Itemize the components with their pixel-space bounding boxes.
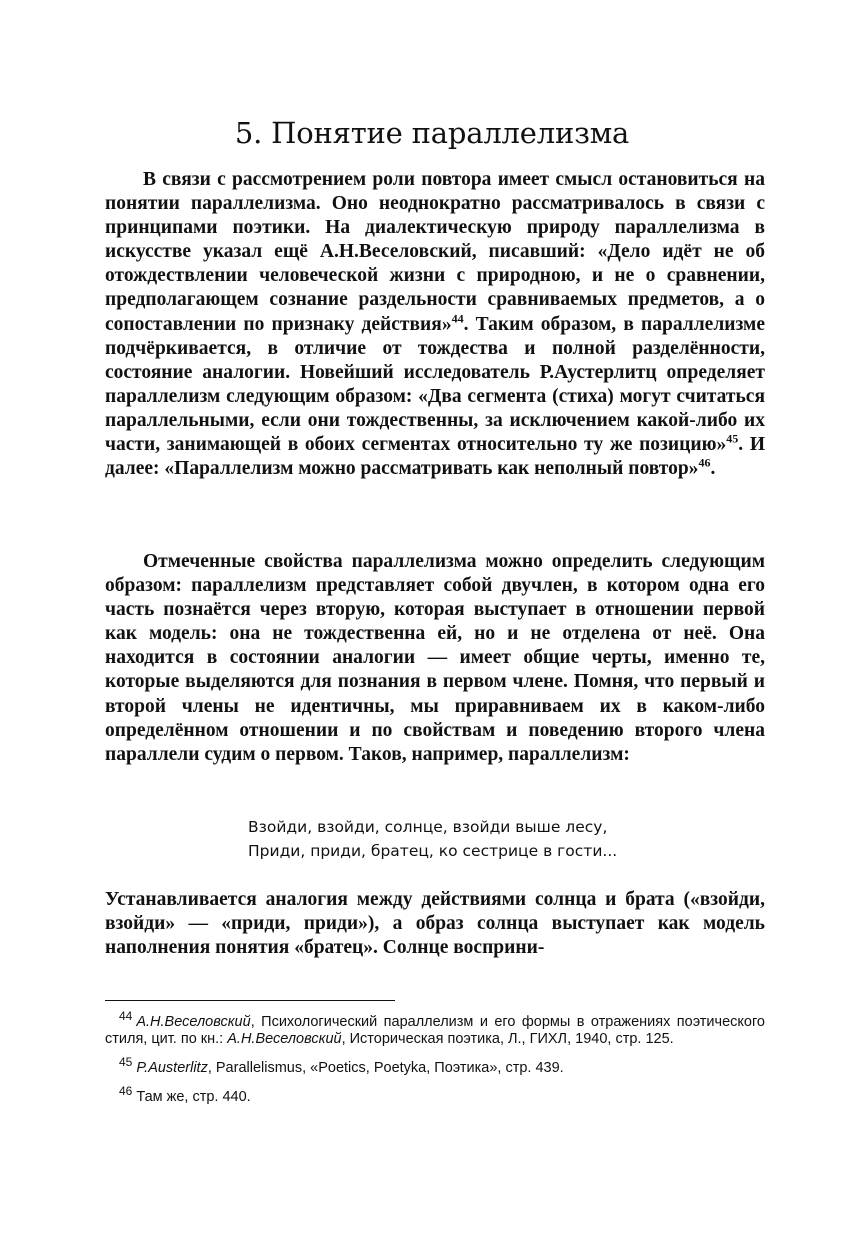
paragraph-2 — [105, 550, 765, 767]
verse-line-1: Взойди, взойди, солнце, взойди выше лесу, — [248, 818, 608, 836]
footnote-46 — [105, 1084, 765, 1106]
footnote-number: 46 — [119, 1084, 133, 1099]
footnote-ref-44[interactable]: 44 — [451, 311, 464, 326]
footnote-44 — [105, 1009, 765, 1048]
verse-quote — [248, 815, 617, 863]
paragraph-2-text: Отмеченные свойства параллелизма можно определить следующим образом: параллелизм представляет собой двучлен, в котором одна его часть познаётся через вторую, которая выступает в отношении первой как модель: она не тождественна ей, но и не отделена от неё. Она находится в состоянии аналогии — имеет общие черты, именно те, которые выделяются для познания в первом члене. Помня, что первый и второй члены не идентичны, мы приравниваем их в каком-либо определённом отношении и по свойствам и поведению второго члена параллели судим о первом. Таков, например, параллелизм: — [105, 551, 765, 765]
paragraph-1 — [105, 168, 765, 481]
footnote-author: А.Н.Веселовский — [136, 1014, 251, 1030]
footnote-text: , Психологический параллелизм и его формы в отражениях поэтического стиля, цит. по кн.: — [105, 1014, 765, 1047]
section-title: 5. Понятие параллелизма — [234, 116, 630, 150]
verse-line-2: Приди, приди, братец, ко сестрице в гости... — [248, 842, 618, 860]
footnote-45 — [105, 1055, 765, 1077]
footnote-author: А.Н.Веселовский — [227, 1031, 342, 1047]
footnote-text: , Parallelismus, «Poetics, Poetyka, Поэтика», стр. 439. — [207, 1060, 564, 1076]
footnotes — [105, 1009, 765, 1118]
paragraph-3-text: Устанавливается аналогия между действиями солнца и брата («взойди, взойди» — «приди, приди»), а образ солнца выступает как модель наполнения понятия «братец». Солнце восприни- — [105, 889, 765, 959]
paragraph-1-text-c: . И далее: «Параллелизм можно рассматривать как неполный повтор» — [105, 434, 765, 480]
footnote-ref-46[interactable]: 46 — [698, 455, 711, 470]
footnote-author: P.Austerlitz — [136, 1060, 208, 1076]
footnote-number: 45 — [119, 1055, 133, 1070]
footnote-divider — [105, 1000, 395, 1001]
paragraph-1-text-d: . — [710, 458, 716, 480]
paragraph-1-text-b: . Таким образом, в параллелизме подчёркивается, в отличие от тождества и полной разделённости, состояние аналогии. Новейший исследователь Р.Аустерлитц определяет параллелизм следующим образом: «Два сегмента (стиха) могут считаться параллельными, если они тождественны, за исключением какой-либо их части, занимающей в обоих сегментах относительно ту же позицию» — [105, 313, 765, 456]
footnote-text: Там же, стр. 440. — [136, 1089, 251, 1105]
footnote-number: 44 — [119, 1009, 133, 1024]
paragraph-3 — [105, 888, 765, 960]
footnote-ref-45[interactable]: 45 — [726, 431, 739, 446]
footnote-text: , Историческая поэтика, Л., ГИХЛ, 1940, стр. 125. — [341, 1031, 674, 1047]
paragraph-1-text-a: В связи с рассмотрением роли повтора имеет смысл остановиться на понятии параллелизма. Оно неоднократно рассматривалось в связи с принципами поэтики. На диалектическую природу параллелизма в искусстве указал ещё А.Н.Веселовский, писавший: «Дело идёт не об отождествлении человеческой жизни с природною, и не о сравнении, предполагающем сознание раздельности сравниваемых предметов, а о сопоставлении по признаку действия» — [105, 169, 765, 335]
